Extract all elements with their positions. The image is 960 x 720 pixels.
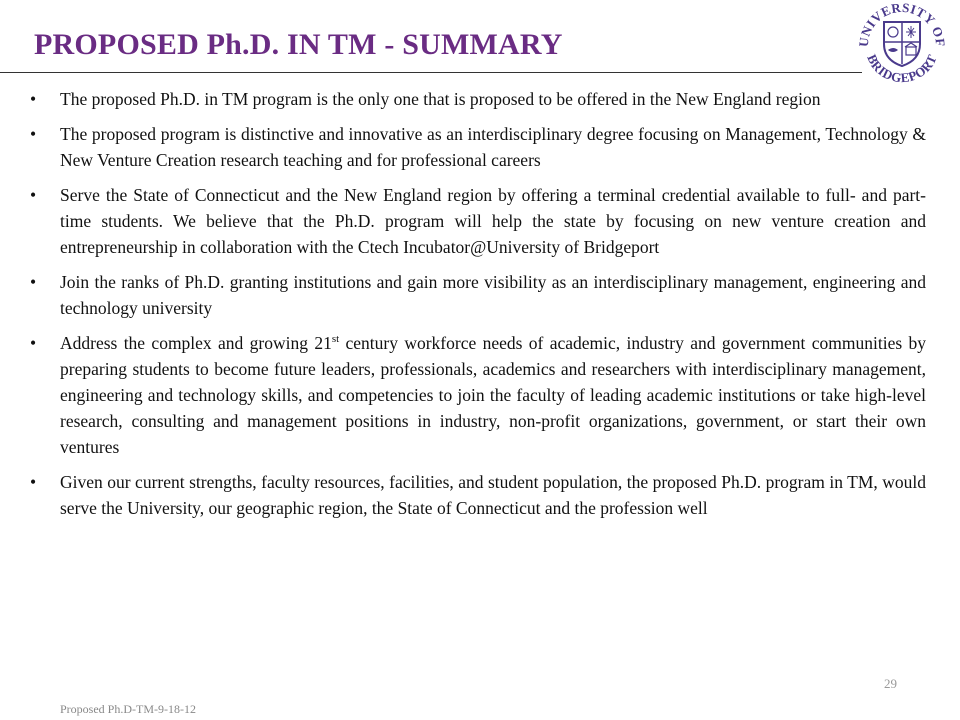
university-logo bbox=[848, 2, 956, 84]
bullet-item bbox=[30, 330, 926, 460]
bullet-text-before: Address the complex and growing 21 bbox=[60, 333, 332, 353]
bullet-text-after: century workforce needs of academic, industry and government communities by preparing students to become future leaders, professionals, academics and researchers with interdisciplinary management, engineering and technology skills, and competencies to join the faculty of leading academic institutions or take high-level research, consulting and management positions in industry, non-profit organizations, government, or start their own ventures bbox=[60, 333, 927, 457]
bullet-item bbox=[30, 182, 926, 260]
summary-bullet-list bbox=[30, 86, 926, 530]
bullet-item bbox=[30, 469, 926, 521]
svg-text:BRIDGEPORT: BRIDGEPORT bbox=[864, 52, 940, 84]
bullet-text: Serve the State of Connecticut and the New England region by offering a terminal credential available to full- and part-time students. We believe that the Ph.D. program will help the state by focusing on new venture creation and entrepreneurship in collaboration with the Ctech Incubator@University of Bridgeport bbox=[60, 185, 926, 257]
bullet-item bbox=[30, 121, 926, 173]
slide-title: PROPOSED Ph.D. IN TM - SUMMARY bbox=[34, 28, 563, 61]
bullet-marker: • bbox=[30, 124, 37, 144]
bullet-marker: • bbox=[30, 272, 37, 292]
page-number: 29 bbox=[884, 676, 897, 691]
bullet-text: The proposed program is distinctive and innovative as an interdisciplinary degree focusing on Management, Technology & New Venture Creation research teaching and for professional careers bbox=[60, 124, 926, 170]
bullet-marker: • bbox=[30, 333, 37, 353]
bullet-text: Given our current strengths, faculty resources, facilities, and student population, the proposed Ph.D. program in TM, would serve the University, our geographic region, the State of Connecticut and the profession well bbox=[60, 472, 926, 518]
bullet-item bbox=[30, 86, 926, 112]
bullet-marker: • bbox=[30, 185, 37, 205]
ordinal-superscript: st bbox=[331, 333, 340, 346]
bullet-item bbox=[30, 269, 926, 321]
footer-label: Proposed Ph.D-TM-9-18-12 bbox=[60, 702, 196, 716]
svg-text:UNIVERSITY OF: UNIVERSITY OF bbox=[855, 2, 949, 48]
bullet-marker: • bbox=[30, 89, 37, 109]
bullet-text: Join the ranks of Ph.D. granting institutions and gain more visibility as an interdisciplinary management, engineering and technology university bbox=[60, 272, 926, 318]
bullet-text: The proposed Ph.D. in TM program is the only one that is proposed to be offered in the New England region bbox=[60, 89, 821, 109]
title-divider bbox=[0, 72, 862, 73]
bullet-marker: • bbox=[30, 472, 37, 492]
